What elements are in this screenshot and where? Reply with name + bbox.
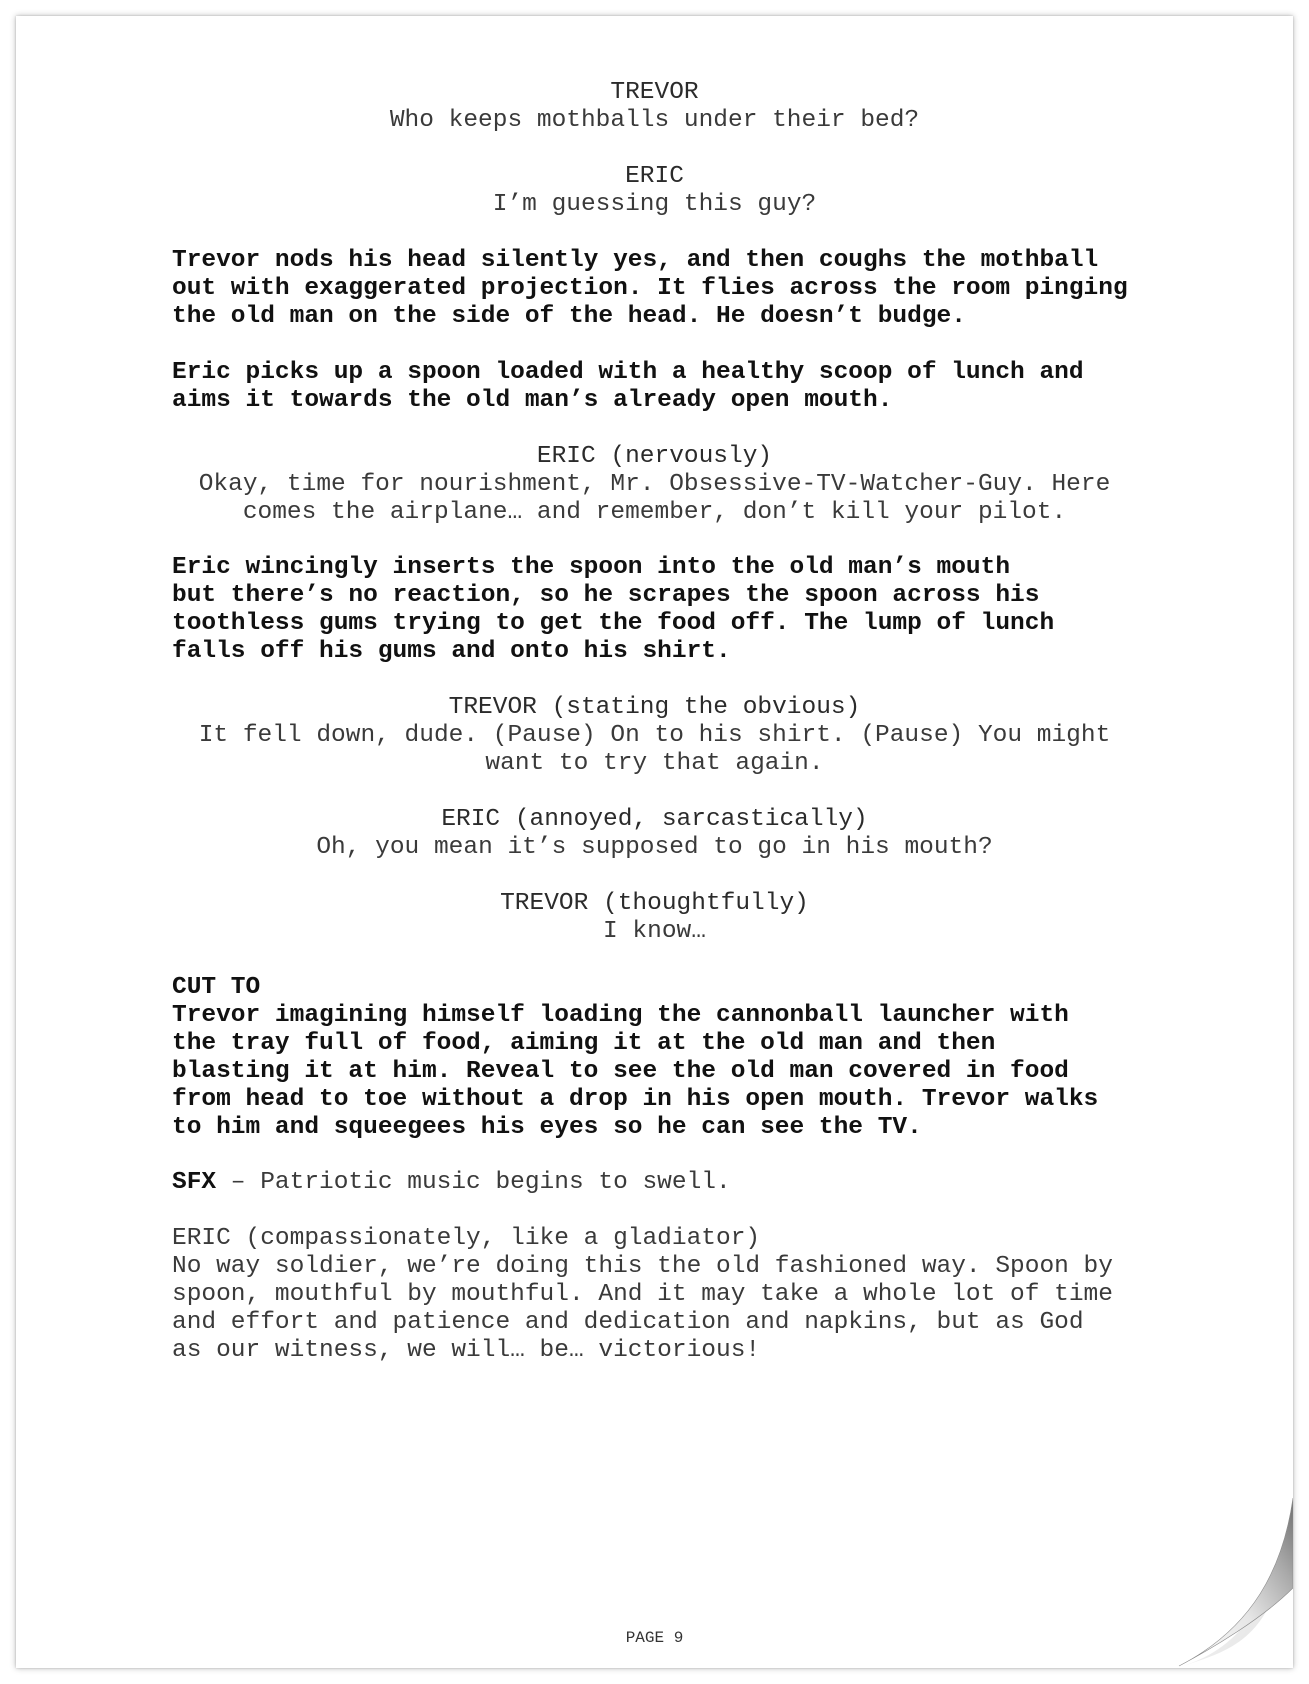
action-line: the old man on the side of the head. He doesn’t budge.: [172, 303, 966, 330]
dialogue-line: Oh, you mean it’s supposed to go in his mouth?: [316, 834, 993, 861]
action-line: blasting it at him. Reveal to see the old man covered in food: [172, 1058, 1069, 1085]
action-line: Eric wincingly inserts the spoon into the old man’s mouth: [172, 554, 1011, 581]
dialogue-line: as our witness, we will… be… victorious!: [172, 1337, 761, 1364]
transition-label: CUT TO: [172, 974, 261, 1001]
character-name: TREVOR (stating the obvious): [448, 694, 861, 721]
dialogue-line: I know…: [603, 918, 706, 945]
character-name: ERIC (nervously): [536, 443, 773, 470]
dialogue-line: want to try that again.: [485, 750, 824, 777]
action-line: out with exaggerated projection. It flies across the room pinging: [172, 275, 1128, 302]
dialogue-line: spoon, mouthful by mouthful. And it may take a whole lot of time: [172, 1281, 1113, 1308]
dialogue-line: Who keeps mothballs under their bed?: [389, 107, 920, 134]
action-line: toothless gums trying to get the food off. The lump of lunch: [172, 610, 1055, 637]
character-name: ERIC (compassionately, like a gladiator): [172, 1225, 761, 1252]
script-page: [16, 16, 1293, 1668]
character-name: ERIC: [625, 163, 684, 190]
action-line: Eric picks up a spoon loaded with a healthy scoop of lunch and: [172, 359, 1084, 386]
page-curl-icon: [1143, 1498, 1293, 1668]
action-line: to him and squeegees his eyes so he can see the TV.: [172, 1114, 922, 1141]
action-line: falls off his gums and onto his shirt.: [172, 638, 731, 665]
page-number: PAGE 9: [625, 1629, 684, 1647]
action-line: from head to toe without a drop in his open mouth. Trevor walks: [172, 1086, 1099, 1113]
dialogue-line: comes the airplane… and remember, don’t kill your pilot.: [242, 499, 1067, 526]
character-name: TREVOR (thoughtfully): [500, 890, 809, 917]
dialogue-line: I’m guessing this guy?: [492, 191, 817, 218]
action-line: the tray full of food, aiming it at the old man and then: [172, 1030, 996, 1057]
dialogue-line: No way soldier, we’re doing this the old fashioned way. Spoon by: [172, 1253, 1113, 1280]
dialogue-line: and effort and patience and dedication and napkins, but as God: [172, 1309, 1084, 1336]
action-line: but there’s no reaction, so he scrapes the spoon across his: [172, 582, 1040, 609]
action-line: Trevor imagining himself loading the cannonball launcher with: [172, 1002, 1069, 1029]
character-name: TREVOR: [610, 79, 699, 106]
character-name: ERIC (annoyed, sarcastically): [441, 806, 868, 833]
action-line: aims it towards the old man’s already open mouth.: [172, 387, 893, 414]
dialogue-line: Okay, time for nourishment, Mr. Obsessive-TV-Watcher-Guy. Here: [198, 471, 1111, 498]
action-line: Trevor nods his head silently yes, and then coughs the mothball: [172, 247, 1099, 274]
dialogue-line: It fell down, dude. (Pause) On to his shirt. (Pause) You might: [198, 722, 1111, 749]
sfx-text: – Patriotic music begins to swell.: [216, 1169, 731, 1196]
sfx-line: [172, 1168, 731, 1198]
sfx-label: SFX: [172, 1169, 217, 1196]
